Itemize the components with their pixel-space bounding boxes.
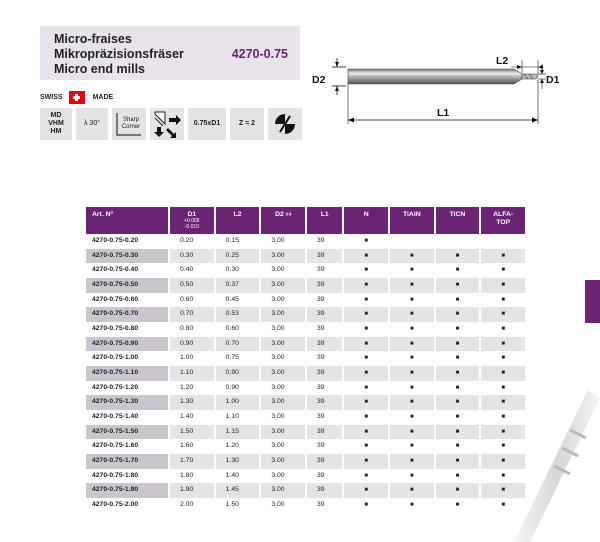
cell-d2: 3.00 [260, 351, 306, 366]
cell-l2: 1.40 [215, 469, 261, 484]
cell-d1: 2.00 [169, 498, 215, 513]
cell-l2: 0.25 [215, 249, 261, 264]
cell-tialn: ■ [389, 439, 435, 454]
cell-d1: 0.60 [169, 293, 215, 308]
cell-alfa: ■ [480, 381, 526, 396]
table-row [86, 234, 526, 249]
cell-d2: 3.00 [260, 410, 306, 425]
l2-label: L2 [496, 55, 509, 67]
cell-n: ■ [343, 410, 389, 425]
cell-n: ■ [343, 469, 389, 484]
cell-tialn: ■ [389, 454, 435, 469]
cell-l2: 0.53 [215, 307, 261, 322]
helix-angle-box: λ 30° [76, 108, 108, 140]
cell-ticn: ■ [435, 425, 481, 440]
cell-d1: 1.50 [169, 425, 215, 440]
cell-l2: 1.50 [215, 498, 261, 513]
cell-alfa: ■ [480, 425, 526, 440]
d2-label: D2 [312, 74, 326, 86]
cell-alfa: ■ [480, 293, 526, 308]
cell-tialn: ■ [389, 483, 435, 498]
cell-art: 4270-0.75-1.30 [86, 395, 169, 410]
table-row [86, 278, 526, 293]
cell-d2: 3.00 [260, 293, 306, 308]
cell-d1: 1.10 [169, 366, 215, 381]
end-mill-drawing [310, 50, 560, 130]
cell-d1: 0.20 [169, 234, 215, 249]
cell-alfa: ■ [480, 366, 526, 381]
cell-n: ■ [343, 351, 389, 366]
cell-ticn: ■ [435, 454, 481, 469]
cell-tialn: ■ [389, 425, 435, 440]
flute-profile-box [268, 108, 302, 140]
col-d2-label: D2 [275, 211, 284, 218]
cutting-direction-icon [152, 110, 182, 138]
col-d2-sub: h4 [285, 212, 292, 218]
cell-d2: 3.00 [260, 454, 306, 469]
cell-d2: 3.00 [260, 337, 306, 352]
cell-n: ■ [343, 498, 389, 513]
cell-l1: 39 [306, 278, 343, 293]
cell-tialn: ■ [389, 249, 435, 264]
cell-tialn: ■ [389, 322, 435, 337]
cell-alfa: ■ [480, 469, 526, 484]
cell-alfa: ■ [480, 249, 526, 264]
cell-art: 4270-0.75-2.00 [86, 498, 169, 513]
cell-n: ■ [343, 278, 389, 293]
cell-art: 4270-0.75-0.90 [86, 337, 169, 352]
cell-n: ■ [343, 395, 389, 410]
col-art: Art. N° [86, 207, 169, 234]
corner-line1: Sharp [122, 117, 139, 123]
cell-n: ■ [343, 322, 389, 337]
cell-n: ■ [343, 366, 389, 381]
cell-d2: 3.00 [260, 307, 306, 322]
cell-art: 4270-0.75-0.40 [86, 263, 169, 278]
cell-ticn: ■ [435, 410, 481, 425]
table-row [86, 483, 526, 498]
col-d1 [169, 207, 215, 234]
cell-l1: 39 [306, 337, 343, 352]
cell-l1: 39 [306, 263, 343, 278]
col-d1-label: D1 [187, 211, 197, 218]
spec-table [86, 207, 527, 512]
col-d2 [260, 207, 306, 234]
cell-d2: 3.00 [260, 366, 306, 381]
cell-d2: 3.00 [260, 322, 306, 337]
cell-alfa: ■ [480, 454, 526, 469]
col-l1: L1 [306, 207, 343, 234]
cell-l1: 39 [306, 249, 343, 264]
swiss-flag-icon [69, 91, 85, 104]
cell-tialn: ■ [389, 469, 435, 484]
col-alfatop-line1: ALFA- [493, 211, 514, 218]
cell-l2: 1.15 [215, 425, 261, 440]
cell-l2: 1.30 [215, 454, 261, 469]
cell-l2: 1.20 [215, 439, 261, 454]
cell-d1: 0.70 [169, 307, 215, 322]
cell-art: 4270-0.75-0.30 [86, 249, 169, 264]
table-row [86, 439, 526, 454]
cell-n: ■ [343, 249, 389, 264]
cell-d1: 1.30 [169, 395, 215, 410]
cell-ticn: ■ [435, 322, 481, 337]
cell-d1: 0.50 [169, 278, 215, 293]
cell-art: 4270-0.75-1.60 [86, 439, 169, 454]
cell-d2: 3.00 [260, 469, 306, 484]
cell-l2: 0.90 [215, 366, 261, 381]
table-row [86, 425, 526, 440]
title-box [40, 26, 300, 80]
cell-d2: 3.00 [260, 249, 306, 264]
table-row [86, 498, 526, 513]
cell-d2: 3.00 [260, 395, 306, 410]
cell-l1: 39 [306, 322, 343, 337]
sharp-corner-box [112, 108, 146, 140]
cell-alfa: ■ [480, 498, 526, 513]
cell-ticn: ■ [435, 381, 481, 396]
cell-alfa: ■ [480, 483, 526, 498]
cell-d2: 3.00 [260, 498, 306, 513]
table-row [86, 454, 526, 469]
cutting-direction-box [150, 108, 184, 140]
cell-d1: 0.30 [169, 249, 215, 264]
title-fr: Micro-fraises [54, 32, 132, 46]
table-row [86, 366, 526, 381]
cell-d1: 1.70 [169, 454, 215, 469]
cell-ticn: ■ [435, 483, 481, 498]
cell-d1: 1.80 [169, 469, 215, 484]
cell-l1: 39 [306, 381, 343, 396]
cell-art: 4270-0.75-0.70 [86, 307, 169, 322]
cell-l1: 39 [306, 366, 343, 381]
cell-ticn: ■ [435, 307, 481, 322]
cell-n: ■ [343, 483, 389, 498]
material-hm: HM [50, 128, 62, 135]
cell-l1: 39 [306, 234, 343, 249]
cell-tialn: ■ [389, 351, 435, 366]
cell-d1: 0.90 [169, 337, 215, 352]
cell-d1: 0.80 [169, 322, 215, 337]
cell-ticn: ■ [435, 351, 481, 366]
title-de: Mikropräzisionsfräser [54, 47, 184, 61]
cell-l1: 39 [306, 439, 343, 454]
cell-l2: 0.90 [215, 381, 261, 396]
cell-tialn: ■ [389, 337, 435, 352]
cell-art: 4270-0.75-1.90 [86, 483, 169, 498]
cell-n: ■ [343, 439, 389, 454]
table-row [86, 351, 526, 366]
cell-art: 4270-0.75-1.80 [86, 469, 169, 484]
cell-l1: 39 [306, 293, 343, 308]
d1-tol-minus: -0.010 [184, 223, 199, 230]
table-row [86, 307, 526, 322]
cell-d2: 3.00 [260, 234, 306, 249]
cell-art: 4270-0.75-0.20 [86, 234, 169, 249]
cell-alfa: ■ [480, 395, 526, 410]
flutes-box: Z = 2 [230, 108, 264, 140]
cell-alfa [480, 234, 526, 249]
cell-tialn: ■ [389, 410, 435, 425]
cell-n: ■ [343, 454, 389, 469]
cell-l1: 39 [306, 410, 343, 425]
table-row [86, 263, 526, 278]
cell-n: ■ [343, 381, 389, 396]
cell-art: 4270-0.75-1.40 [86, 410, 169, 425]
swiss-label: SWISS [40, 93, 63, 101]
material-box [40, 108, 72, 140]
cell-d1: 1.00 [169, 351, 215, 366]
cell-tialn [389, 234, 435, 249]
cell-alfa: ■ [480, 351, 526, 366]
table-row [86, 293, 526, 308]
material-vhm: VHM [48, 120, 64, 127]
cell-n: ■ [343, 293, 389, 308]
cell-ticn: ■ [435, 395, 481, 410]
cell-l2: 0.30 [215, 263, 261, 278]
made-label: MADE [92, 93, 114, 101]
cell-alfa: ■ [480, 322, 526, 337]
cell-ticn: ■ [435, 439, 481, 454]
cell-d2: 3.00 [260, 381, 306, 396]
cell-d1: 1.40 [169, 410, 215, 425]
cell-n: ■ [343, 307, 389, 322]
cell-tialn: ■ [389, 498, 435, 513]
cell-art: 4270-0.75-0.80 [86, 322, 169, 337]
cell-ticn [435, 234, 481, 249]
cell-d2: 3.00 [260, 439, 306, 454]
cell-l2: 1.00 [215, 395, 261, 410]
cell-art: 4270-0.75-1.50 [86, 425, 169, 440]
cell-d1: 1.60 [169, 439, 215, 454]
cell-tialn: ■ [389, 263, 435, 278]
table-row [86, 469, 526, 484]
cell-ticn: ■ [435, 366, 481, 381]
cell-tialn: ■ [389, 278, 435, 293]
cell-l1: 39 [306, 425, 343, 440]
cell-ticn: ■ [435, 263, 481, 278]
cell-d2: 3.00 [260, 278, 306, 293]
cell-n: ■ [343, 337, 389, 352]
cell-l2: 1.45 [215, 483, 261, 498]
cell-ticn: ■ [435, 293, 481, 308]
cell-art: 4270-0.75-1.20 [86, 381, 169, 396]
cell-ticn: ■ [435, 278, 481, 293]
cell-alfa: ■ [480, 337, 526, 352]
cell-d1: 0.40 [169, 263, 215, 278]
table-row [86, 395, 526, 410]
cell-art: 4270-0.75-1.70 [86, 454, 169, 469]
d1-tol-plus: +0.005 [184, 218, 200, 224]
cell-l2: 0.60 [215, 322, 261, 337]
cell-alfa: ■ [480, 410, 526, 425]
cell-l2: 0.45 [215, 293, 261, 308]
cell-n: ■ [343, 263, 389, 278]
table-row [86, 322, 526, 337]
cell-n: ■ [343, 425, 389, 440]
cell-alfa: ■ [480, 307, 526, 322]
cell-l1: 39 [306, 395, 343, 410]
cell-l1: 39 [306, 307, 343, 322]
cell-ticn: ■ [435, 498, 481, 513]
cell-l1: 39 [306, 483, 343, 498]
corner-line2: Corner [121, 124, 141, 130]
col-alfatop-line2: TOP [496, 219, 511, 226]
cell-l2: 0.75 [215, 351, 261, 366]
cell-alfa: ■ [480, 263, 526, 278]
cell-ticn: ■ [435, 337, 481, 352]
product-code: 4270-0.75 [231, 47, 288, 61]
cell-tialn: ■ [389, 366, 435, 381]
col-alfatop [480, 207, 526, 234]
cell-d2: 3.00 [260, 483, 306, 498]
table-header-row [86, 207, 526, 234]
cell-d1: 1.90 [169, 483, 215, 498]
cell-l2: 0.70 [215, 337, 261, 352]
cell-art: 4270-0.75-0.50 [86, 278, 169, 293]
cell-ticn: ■ [435, 469, 481, 484]
spec-table-body [86, 234, 526, 512]
l1-label: L1 [437, 107, 450, 119]
table-row [86, 410, 526, 425]
d1-label: D1 [546, 74, 560, 86]
cell-tialn: ■ [389, 395, 435, 410]
col-l2: L2 [215, 207, 261, 234]
cell-art: 4270-0.75-1.00 [86, 351, 169, 366]
table-row [86, 337, 526, 352]
cell-d2: 3.00 [260, 425, 306, 440]
cell-d1: 1.20 [169, 381, 215, 396]
cell-l1: 39 [306, 454, 343, 469]
cell-n: ■ [343, 234, 389, 249]
cell-l1: 39 [306, 498, 343, 513]
cell-tialn: ■ [389, 381, 435, 396]
table-row [86, 249, 526, 264]
cell-art: 4270-0.75-0.60 [86, 293, 169, 308]
swiss-made-badge [40, 90, 113, 104]
cell-art: 4270-0.75-1.10 [86, 366, 169, 381]
col-n: N [343, 207, 389, 234]
table-row [86, 381, 526, 396]
cell-l1: 39 [306, 351, 343, 366]
title-en: Micro end mills [54, 62, 145, 76]
cell-alfa: ■ [480, 439, 526, 454]
section-tab [585, 280, 600, 323]
material-md: MD [50, 112, 62, 119]
cell-l2: 0.15 [215, 234, 261, 249]
cell-l2: 0.37 [215, 278, 261, 293]
cell-tialn: ■ [389, 307, 435, 322]
cell-alfa: ■ [480, 278, 526, 293]
col-ticn: TiCN [435, 207, 481, 234]
flute-profile-icon [273, 112, 297, 136]
col-tialn: TiAlN [389, 207, 435, 234]
cell-l1: 39 [306, 469, 343, 484]
cell-tialn: ■ [389, 293, 435, 308]
cell-l2: 1.10 [215, 410, 261, 425]
cell-ticn: ■ [435, 249, 481, 264]
length-ratio-box: 0.75xD1 [188, 108, 226, 140]
cell-d2: 3.00 [260, 263, 306, 278]
